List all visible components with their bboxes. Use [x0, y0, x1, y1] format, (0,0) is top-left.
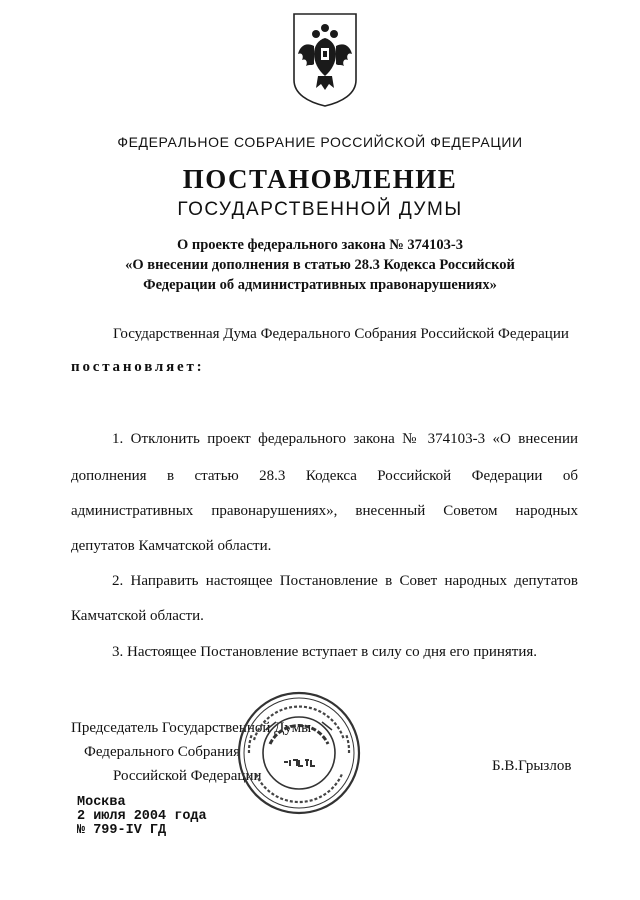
signatory-position-line: Председатель Государственной Думы	[71, 720, 312, 736]
document-title-line: Федерации об административных правонарушениях»	[143, 277, 497, 293]
item-1-line: депутатов Камчатской области.	[71, 538, 272, 554]
item-1-line: дополнения в статью 28.3 Кодекса Российской Федерации об	[71, 468, 578, 484]
item-1-line: 1. Отклонить проект федерального закона № 374103-3 «О внесении	[112, 431, 578, 447]
item-2-line: 2. Направить настоящее Постановление в Совет народных депутатов	[112, 573, 578, 589]
document-title-line: О проекте федерального закона № 374103-3	[176, 237, 464, 253]
signatory-name: Б.В.Грызлов	[492, 758, 572, 774]
signatory-position-line: Российской Федерации	[113, 768, 262, 784]
place: Москва	[77, 795, 126, 810]
signatory-position-line: Федерального Собрания	[84, 744, 241, 760]
document-title-line: «О внесении дополнения в статью 28.3 Кодекса Российской	[125, 257, 515, 273]
item-2-line: Камчатской области.	[71, 608, 204, 624]
coat-of-arms-icon	[290, 10, 360, 108]
item-3-line: 3. Настоящее Постановление вступает в силу со дня его принятия.	[112, 644, 538, 660]
date: 2 июля 2004 года	[77, 809, 207, 824]
document-footer	[77, 796, 207, 838]
preamble: Государственная Дума Федерального Собрания Российской Федерации	[113, 326, 569, 342]
parliament-name: ФЕДЕРАЛЬНОЕ СОБРАНИЕ РОССИЙСКОЙ ФЕДЕРАЦИИ	[117, 134, 523, 150]
document-type: ПОСТАНОВЛЕНИЕ	[182, 164, 458, 194]
document-issuer: ГОСУДАРСТВЕННОЙ ДУМЫ	[177, 199, 463, 220]
document-number: № 799-IV ГД	[77, 823, 167, 838]
office-stamp-icon	[236, 690, 362, 816]
item-1-line: административных правонарушениях», внесенный Советом народных	[71, 503, 578, 519]
resolves-word: постановляет:	[71, 359, 205, 375]
